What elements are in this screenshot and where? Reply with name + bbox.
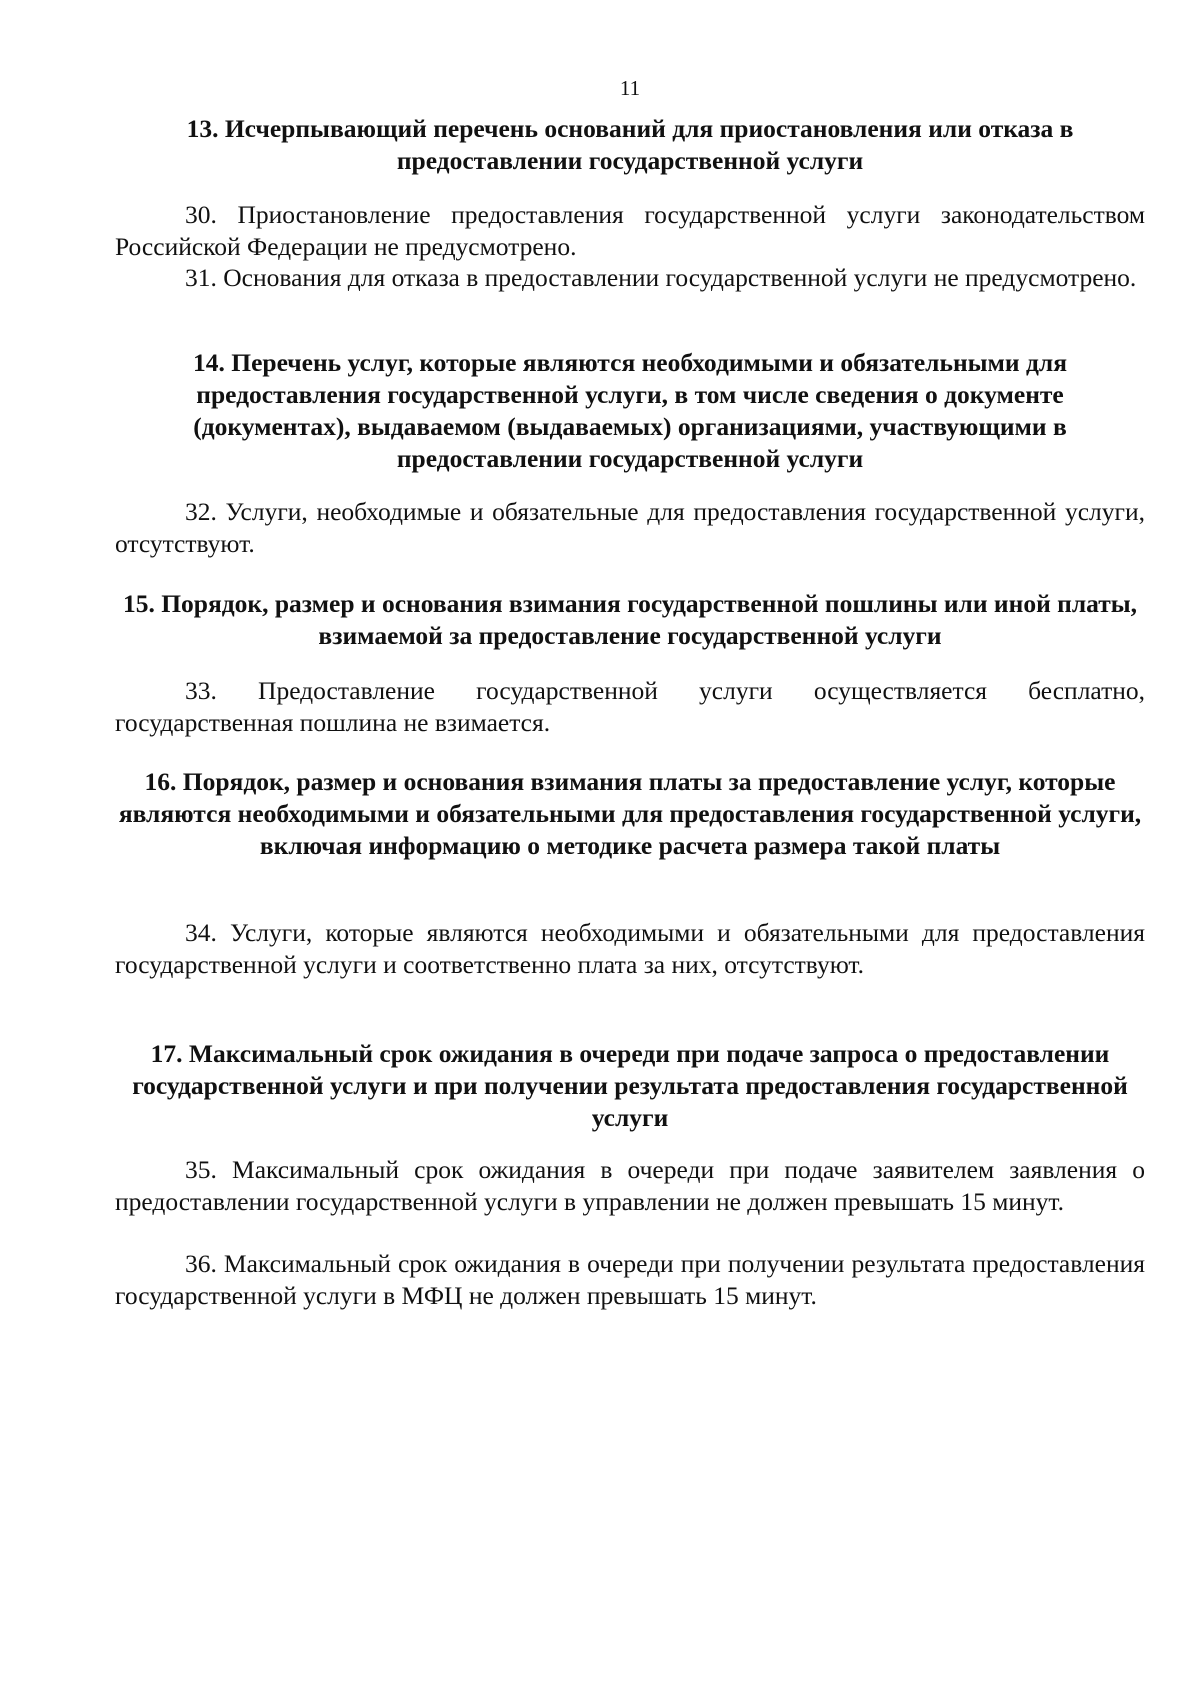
section-13-heading: 13. Исчерпывающий перечень оснований для приостановления или отказа в предоставлении государственной услуги xyxy=(186,114,1074,175)
section-16-heading: 16. Порядок, размер и основания взимания платы за предоставление услуг, которые являются необходимыми и обязательными для предоставления государственной услуги, включая информацию о методике расчета размера такой платы xyxy=(118,767,1142,860)
section-17-heading: 17. Максимальный срок ожидания в очереди при подаче запроса о предоставлении государственной услуги и при получении результата предоставления государственной услуги xyxy=(132,1039,1128,1132)
paragraph-35: 35. Максимальный срок ожидания в очереди при подаче заявителем заявления о предоставлении государственной услуги в управлении не должен превышать 15 минут. xyxy=(115,1155,1145,1216)
paragraph-32: 32. Услуги, необходимые и обязательные для предоставления государственной услуги, отсутствуют. xyxy=(115,497,1145,558)
paragraph-36: 36. Максимальный срок ожидания в очереди при получении результата предоставления государственной услуги в МФЦ не должен превышать 15 минут. xyxy=(115,1249,1145,1310)
paragraph-33: 33. Предоставление государственной услуги осуществляется бесплатно, государственная пошлина не взимается. xyxy=(115,676,1145,737)
paragraph-30: 30. Приостановление предоставления государственной услуги законодательством Российской Федерации не предусмотрено. xyxy=(115,200,1145,261)
paragraph-34: 34. Услуги, которые являются необходимыми и обязательными для предоставления государственной услуги и соответственно плата за них, отсутствуют. xyxy=(115,918,1145,979)
section-15-heading: 15. Порядок, размер и основания взимания государственной пошлины или иной платы, взимаемой за предоставление государственной услуги xyxy=(122,589,1138,650)
paragraph-31: 31. Основания для отказа в предоставлении государственной услуги не предусмотрено. xyxy=(185,263,1137,292)
page-number: 11 xyxy=(619,76,641,100)
section-14-heading: 14. Перечень услуг, которые являются необходимыми и обязательными для предоставления государственной услуги, в том числе сведения о документе (документах), выдаваемом (выдаваемых) организациями, участвующими в предоставлении государственной услуги xyxy=(193,348,1067,473)
